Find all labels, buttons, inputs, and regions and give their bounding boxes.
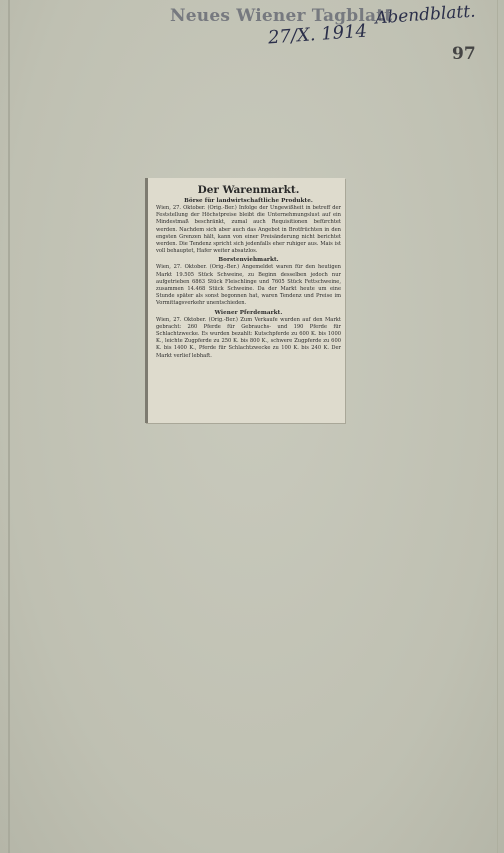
section-text-borstenvieh: Wien, 27. Oktober. (Orig.-Ber.) Angemeldet waren für den heutigen Markt 19.505 Stück Schweine, zu Beginn desselben jedoch nur aufgetrieben 6863 Stück Fleischlinge und 7605 Stück Fettschweine, zusammen 14.468 Stück Schweine. Da der Markt heute um eine Stunde später als sonst begonnen hat, waren Tendenz und Preise im Vormittagsverkehr unentschieden. — [156, 264, 341, 307]
newspaper-clipping — [145, 178, 345, 423]
section-heading-boerse: Börse für landwirtschaftliche Produkte. — [184, 198, 313, 204]
handwritten-date: 27/X. 1914 — [267, 20, 368, 49]
section-heading-borstenvieh: Borstenviehmarkt. — [218, 257, 279, 264]
article-title: Der Warenmarkt. — [197, 184, 300, 196]
sheet-left-edge — [8, 0, 10, 853]
section-heading-pferdemarkt: Wiener Pferdemarkt. — [214, 309, 283, 316]
page-number: 97 — [452, 44, 476, 64]
newspaper-masthead: Neues Wiener Tagblatt — [170, 6, 393, 26]
section-text-boerse: Wien, 27. Oktober. (Orig.-Ber.) Infolge der Ungewißheit in betreff der Feststellung der Höchstpreise bleibt die Unternehmungslust auf ein Mindestmaß beschränkt, zumal auch Requisitionen befürchtet werden. Nachdem sich aber auch das Angebot in Brotfrüchten in den engsten Grenzen hält, kann von einer Preisänderung nicht berichtet werden. Die Tendenz spricht sich jedenfalls eher ruhiger aus. Mais ist voll behauptet, Hafer weiter absatzlos. — [156, 205, 341, 255]
section-text-pferdemarkt: Wien, 27. Oktober. (Orig.-Ber.) Zum Verkaufe wurden auf den Markt gebracht: 260 Pferde für Gebrauchs- und 190 Pferde für Schlachtzwecke. Es wurden bezahlt: Kutschpferde zu 600 K. bis 1000 K., leichte Zugpferde zu 250 K. bis 800 K., schwere Zugpferde zu 600 K. bis 1400 K., Pferde für Schlachtzwecke zu 100 K. bis 240 K. Der Markt verlief lebhaft. — [156, 316, 341, 359]
sheet-right-edge — [497, 0, 498, 853]
handwritten-edition-note: Abendblatt. — [374, 1, 477, 29]
